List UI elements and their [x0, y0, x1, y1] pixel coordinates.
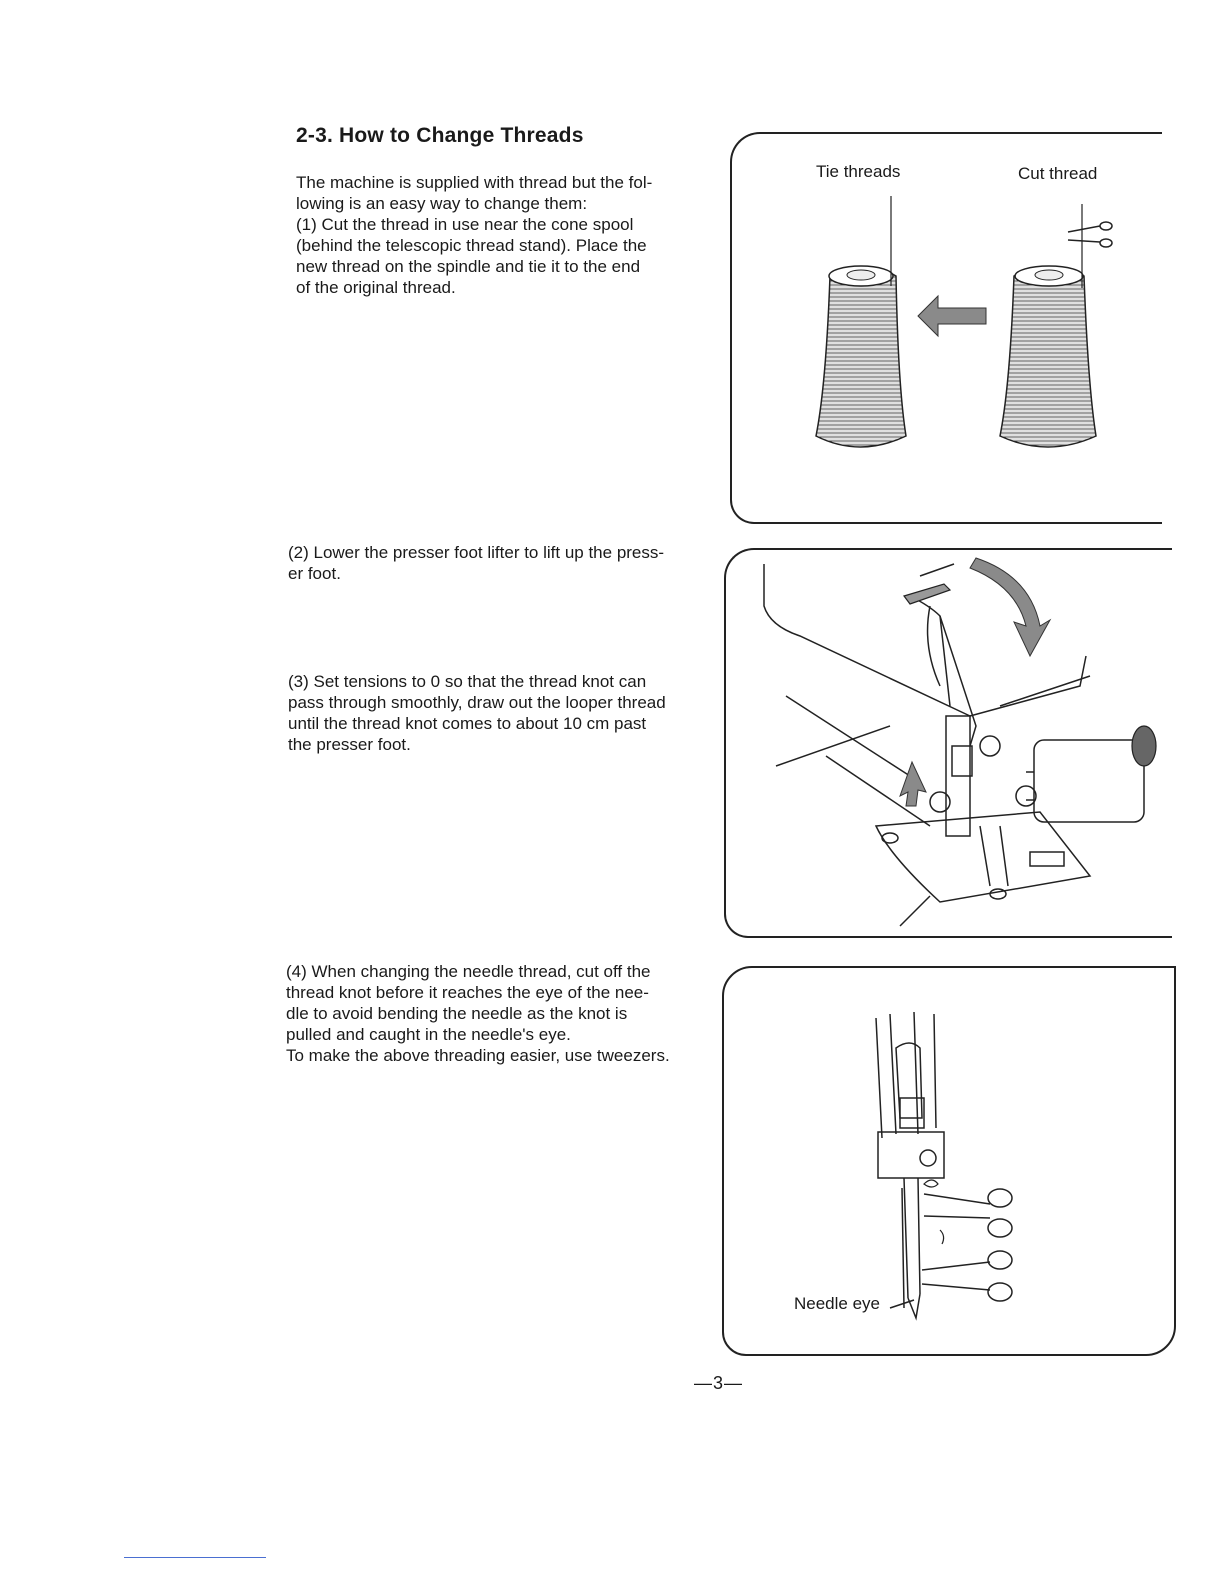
scissors-icon — [924, 1189, 1012, 1237]
presser-foot-lifter-icon — [904, 584, 950, 604]
down-arrow-icon — [970, 558, 1050, 656]
presser-foot-illustration — [740, 556, 1170, 932]
footer-rule — [124, 1557, 266, 1558]
step-3-text — [288, 671, 692, 755]
text-line: lowing is an easy way to change them: — [296, 194, 588, 213]
left-arrow-icon — [918, 296, 986, 336]
text-line: of the original thread. — [296, 278, 456, 297]
tie-threads-label: Tie threads — [816, 162, 901, 181]
up-arrow-icon — [900, 762, 926, 806]
text-line: the presser foot. — [288, 735, 411, 754]
scissors-icon — [1068, 222, 1112, 247]
text-line: (2) Lower the presser foot lifter to lift up the press- — [288, 543, 665, 562]
text-line: new thread on the spindle and tie it to the end — [296, 257, 641, 276]
text-line: until the thread knot comes to about 10 cm past — [288, 714, 647, 733]
tension-knob-icon — [1132, 726, 1156, 766]
spools-illustration — [800, 196, 1130, 466]
text-line: To make the above threading easier, use tweezers. — [286, 1046, 670, 1065]
needle-eye-label: Needle eye — [794, 1294, 881, 1313]
step-1-text — [296, 172, 696, 298]
text-line: (1) Cut the thread in use near the cone spool — [296, 215, 634, 234]
thread-knot-icon — [924, 1180, 944, 1244]
step-2-text — [288, 542, 692, 584]
tweezers-scissors-icon — [922, 1251, 1012, 1301]
text-line: thread knot before it reaches the eye of the nee- — [286, 983, 649, 1002]
text-line: dle to avoid bending the needle as the knot is — [286, 1004, 628, 1023]
step-4-text — [286, 961, 690, 1066]
text-line: pulled and caught in the needle's eye. — [286, 1025, 571, 1044]
needle-illustration — [860, 1008, 1040, 1328]
new-thread-cone-icon — [816, 196, 906, 447]
text-line: (behind the telescopic thread stand). Place the — [296, 236, 647, 255]
text-line: (3) Set tensions to 0 so that the thread knot can — [288, 672, 647, 691]
page-number: —3— — [694, 1373, 744, 1393]
text-line: The machine is supplied with thread but the fol- — [296, 173, 653, 192]
text-line: er foot. — [288, 564, 341, 583]
section-title: 2-3. How to Change Threads — [296, 124, 584, 147]
text-line: pass through smoothly, draw out the looper thread — [288, 693, 666, 712]
cut-thread-label: Cut thread — [1018, 164, 1098, 183]
text-line: (4) When changing the needle thread, cut off the — [286, 962, 651, 981]
